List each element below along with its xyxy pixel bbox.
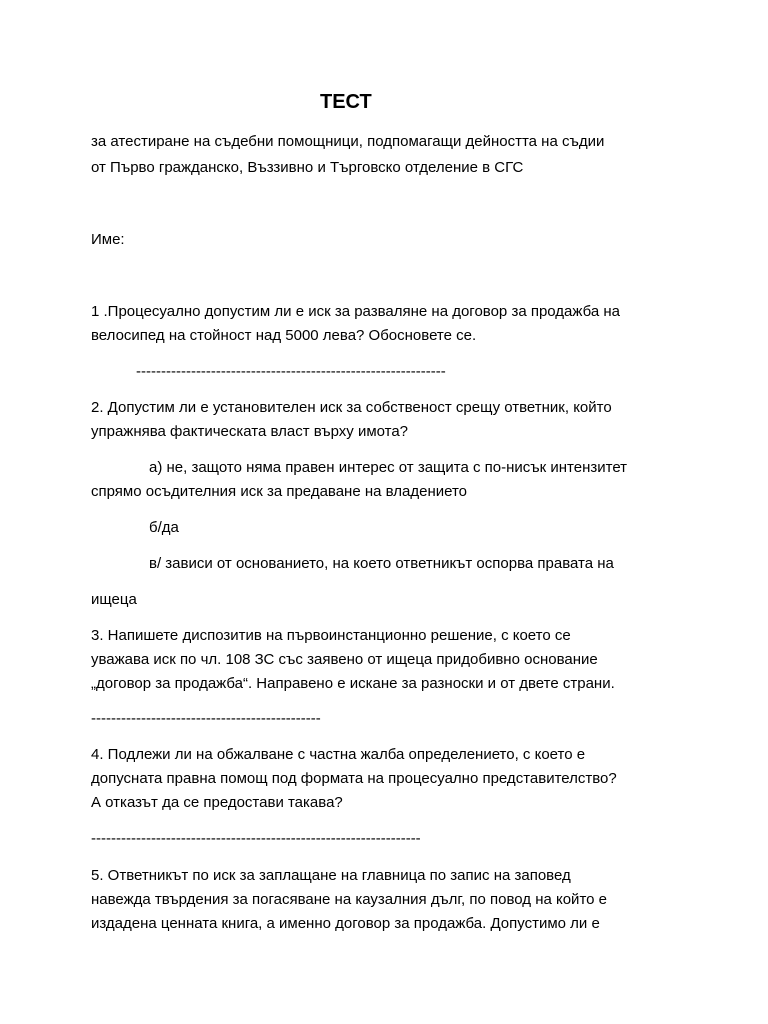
- question-1-line-2: велосипед на стойност над 5000 лева? Обосновете се.: [91, 327, 477, 344]
- question-2-option-a-line-1: а) не, защото няма правен интерес от защита с по-нисък интензитет: [149, 459, 628, 476]
- question-3-line-3: „договор за продажба“. Направено е искане за разноски и от двете страни.: [91, 675, 615, 692]
- question-1-answer-line: --------------------------------------------------------------: [136, 363, 446, 380]
- name-label: Име:: [91, 231, 125, 248]
- subtitle-line-1: за атестиране на съдебни помощници, подпомагащи дейността на съдии: [91, 133, 605, 150]
- subtitle-line-2: от Първо гражданско, Въззивно и Търговско отделение в СГС: [91, 159, 524, 176]
- question-2-option-c-line-1: в/ зависи от основанието, на което ответникът оспорва правата на: [149, 555, 614, 572]
- question-3-line-2: уважава иск по чл. 108 ЗС със заявено от ищеца придобивно основание: [91, 651, 598, 668]
- question-2-option-a-line-2: спрямо осъдителния иск за предаване на владението: [91, 483, 468, 500]
- question-3-answer-line: ----------------------------------------------: [91, 710, 321, 727]
- question-5-line-1: 5. Ответникът по иск за заплащане на главница по запис на заповед: [91, 867, 571, 884]
- question-2-line-2: упражнява фактическата власт върху имота?: [91, 423, 409, 440]
- question-4-line-2: допусната правна помощ под формата на процесуално представителство?: [91, 770, 617, 787]
- question-2-line-1: 2. Допустим ли е установителен иск за собственост срещу ответник, който: [91, 399, 612, 416]
- question-2-option-b: б/да: [149, 519, 179, 536]
- question-3-line-1: 3. Напишете диспозитив на първоинстанционно решение, с което се: [91, 627, 571, 644]
- question-5-line-2: навежда твърдения за погасяване на каузалния дълг, по повод на който е: [91, 891, 607, 908]
- question-4-answer-line: ------------------------------------------------------------------: [91, 830, 421, 847]
- question-4-line-1: 4. Подлежи ли на обжалване с частна жалба определението, с което е: [91, 746, 586, 763]
- question-2-option-c-line-2: ищеца: [91, 591, 137, 608]
- question-1-line-1: 1 .Процесуално допустим ли е иск за разваляне на договор за продажба на: [91, 303, 620, 320]
- question-5-line-3: издадена ценната книга, а именно договор за продажба. Допустимо ли е: [91, 915, 600, 932]
- document-title: ТЕСТ: [320, 91, 372, 113]
- question-4-line-3: А отказът да се предостави такава?: [91, 794, 343, 811]
